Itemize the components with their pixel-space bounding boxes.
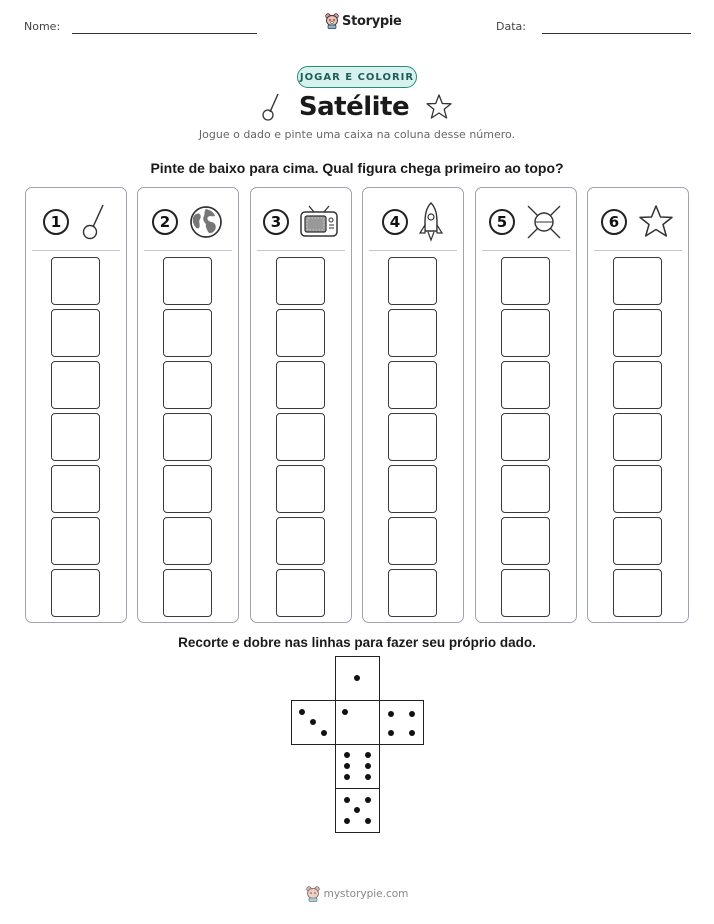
- column-divider: [594, 250, 682, 251]
- color-box[interactable]: [613, 569, 662, 617]
- column-3: [250, 187, 352, 623]
- color-box[interactable]: [613, 257, 662, 305]
- column-6: [587, 187, 689, 623]
- die-face-6: [335, 744, 380, 789]
- column-divider: [144, 250, 232, 251]
- bear-icon: [325, 13, 339, 29]
- color-box[interactable]: [276, 517, 325, 565]
- column-header: [138, 202, 238, 242]
- column-number: 1: [43, 209, 69, 235]
- date-line: [542, 33, 691, 34]
- color-box[interactable]: [388, 257, 437, 305]
- color-box[interactable]: [613, 465, 662, 513]
- color-box[interactable]: [388, 413, 437, 461]
- die-pip: [344, 763, 350, 769]
- column-header: [26, 202, 126, 242]
- color-box[interactable]: [613, 413, 662, 461]
- color-box[interactable]: [276, 569, 325, 617]
- die-pip: [365, 774, 371, 780]
- color-box[interactable]: [51, 517, 100, 565]
- column-number: 2: [152, 209, 178, 235]
- color-box[interactable]: [163, 257, 212, 305]
- color-box[interactable]: [613, 309, 662, 357]
- color-box[interactable]: [501, 309, 550, 357]
- color-box[interactable]: [163, 361, 212, 409]
- column-divider: [482, 250, 570, 251]
- color-box[interactable]: [613, 361, 662, 409]
- title-row: [0, 92, 714, 122]
- lollipop-icon: [261, 92, 283, 122]
- die-pip: [344, 818, 350, 824]
- die-face-1: [335, 656, 380, 701]
- color-box[interactable]: [163, 309, 212, 357]
- die-pip: [354, 807, 360, 813]
- footer-url[interactable]: mystorypie.com: [323, 888, 409, 900]
- color-box[interactable]: [501, 517, 550, 565]
- activity-badge: JOGAR E COLORIR: [297, 66, 417, 88]
- color-box[interactable]: [163, 413, 212, 461]
- column-divider: [32, 250, 120, 251]
- column-1: [25, 187, 127, 623]
- color-box[interactable]: [51, 413, 100, 461]
- die-pip: [365, 797, 371, 803]
- subtitle: Jogue o dado e pinte uma caixa na coluna desse número.: [198, 128, 516, 141]
- column-number: 6: [601, 209, 627, 235]
- footer: [0, 886, 714, 902]
- column-5: [475, 187, 577, 623]
- column-2: [137, 187, 239, 623]
- storypie-logo: [325, 13, 402, 29]
- column-header: [251, 202, 351, 242]
- column-header: [476, 202, 576, 242]
- die-pip: [342, 709, 348, 715]
- column-number: 4: [382, 209, 408, 235]
- die-face-5: [335, 788, 380, 833]
- die-pip: [409, 711, 415, 717]
- satellite-icon: [525, 203, 563, 241]
- earth-globe-icon: [188, 204, 224, 240]
- color-box[interactable]: [501, 361, 550, 409]
- instruction-top: Pinte de baixo para cima. Qual figura chega primeiro ao topo?: [150, 160, 564, 176]
- instruction-bottom: Recorte e dobre nas linhas para fazer seu próprio dado.: [178, 635, 536, 650]
- color-box[interactable]: [501, 465, 550, 513]
- die-pip: [344, 774, 350, 780]
- die-pip: [310, 719, 316, 725]
- color-box[interactable]: [388, 517, 437, 565]
- die-pip: [344, 752, 350, 758]
- die-face-3: [291, 700, 336, 745]
- star-icon: [637, 204, 675, 240]
- column-number: 3: [263, 209, 289, 235]
- lollipop-icon: [79, 203, 109, 241]
- brand-name: Storypie: [342, 13, 402, 29]
- column-4: [362, 187, 464, 623]
- color-box[interactable]: [51, 465, 100, 513]
- die-pip: [365, 818, 371, 824]
- name-line: [72, 33, 257, 34]
- color-box[interactable]: [163, 517, 212, 565]
- color-box[interactable]: [388, 465, 437, 513]
- column-number: 5: [489, 209, 515, 235]
- die-pip: [365, 763, 371, 769]
- die-pip: [299, 709, 305, 715]
- color-box[interactable]: [51, 361, 100, 409]
- color-box[interactable]: [276, 361, 325, 409]
- column-divider: [257, 250, 345, 251]
- name-label: Nome:: [24, 20, 61, 33]
- color-box[interactable]: [388, 361, 437, 409]
- color-box[interactable]: [276, 257, 325, 305]
- die-pip: [409, 730, 415, 736]
- die-face-1: [335, 700, 380, 745]
- die-face-4: [379, 700, 424, 745]
- color-box[interactable]: [501, 569, 550, 617]
- page-title: Satélite: [298, 92, 410, 122]
- color-box[interactable]: [51, 257, 100, 305]
- color-box[interactable]: [613, 517, 662, 565]
- color-box[interactable]: [388, 309, 437, 357]
- die-pip: [388, 711, 394, 717]
- rocket-icon: [418, 201, 444, 243]
- die-pip: [388, 730, 394, 736]
- column-header: [363, 202, 463, 242]
- color-box[interactable]: [276, 413, 325, 461]
- color-box[interactable]: [163, 569, 212, 617]
- column-header: [588, 202, 688, 242]
- color-box[interactable]: [51, 309, 100, 357]
- date-label: Data:: [496, 20, 526, 33]
- die-pip: [321, 730, 327, 736]
- color-box[interactable]: [276, 309, 325, 357]
- column-divider: [369, 250, 457, 251]
- bear-icon: [306, 886, 320, 902]
- color-box[interactable]: [388, 569, 437, 617]
- color-box[interactable]: [163, 465, 212, 513]
- star-icon: [425, 93, 453, 121]
- color-box[interactable]: [501, 257, 550, 305]
- die-pip: [365, 752, 371, 758]
- die-pip: [354, 675, 360, 681]
- color-box[interactable]: [276, 465, 325, 513]
- color-box[interactable]: [51, 569, 100, 617]
- retro-tv-icon: [299, 205, 339, 239]
- die-pip: [344, 797, 350, 803]
- color-box[interactable]: [501, 413, 550, 461]
